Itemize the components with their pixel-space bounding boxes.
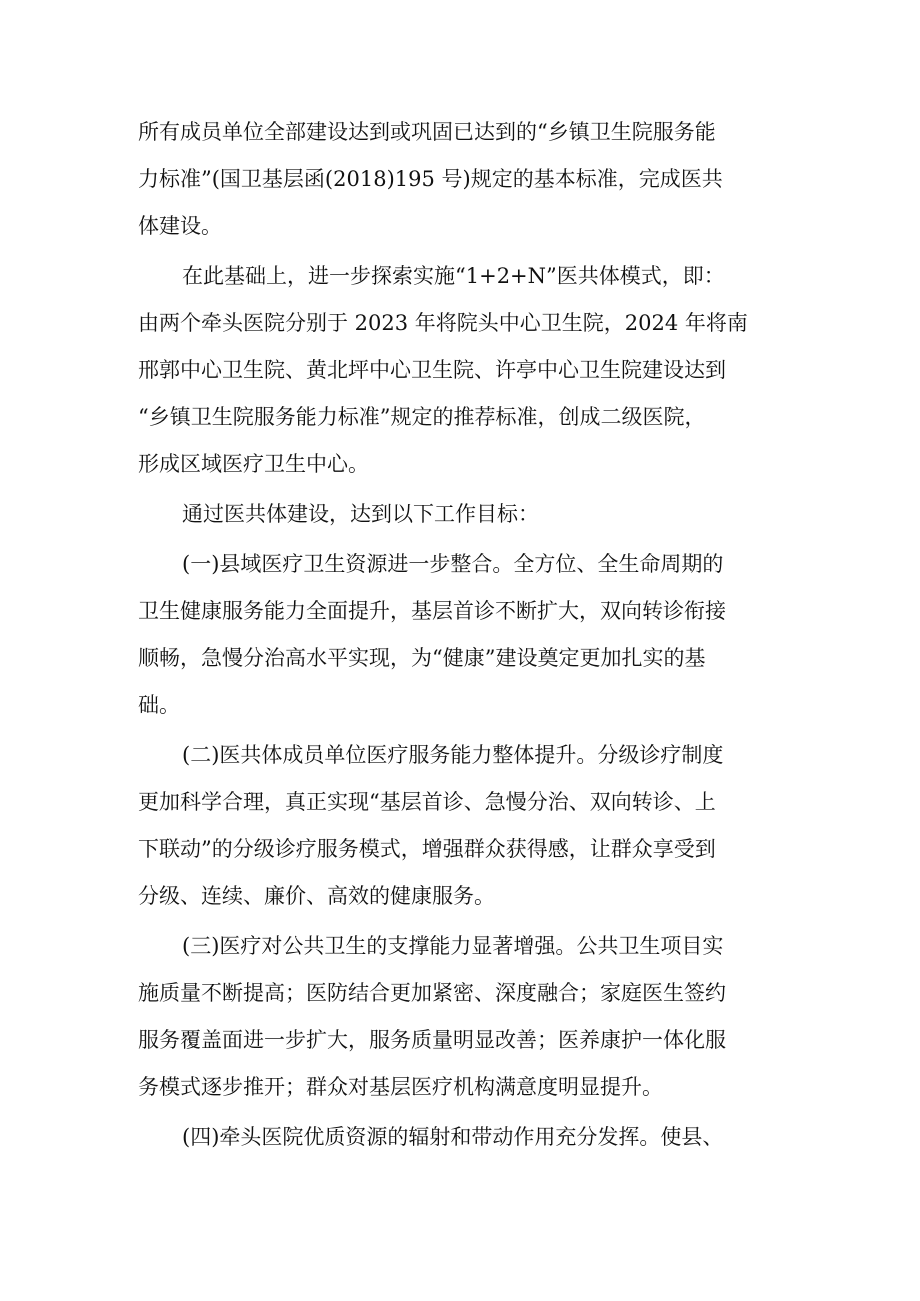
text-line: 通过医共体建设，达到以下工作目标： xyxy=(182,502,539,526)
text-line: 形成区域医疗卫生中心。 xyxy=(138,452,369,476)
text-line: 施质量不断提高；医防结合更加紧密、深度融合；家庭医生签约 xyxy=(138,981,726,1005)
text-line: 分级、连续、廉价、高效的健康服务。 xyxy=(138,884,495,908)
text-line: 所有成员单位全部建设达到或巩固已达到的“乡镇卫生院服务能 xyxy=(138,120,716,144)
text-line: 下联动”的分级诊疗服务模式，增强群众获得感，让群众享受到 xyxy=(138,837,716,861)
text-line: 服务覆盖面进一步扩大，服务质量明显改善；医养康护一体化服 xyxy=(138,1028,726,1052)
text-line: 邢郭中心卫生院、黄北坪中心卫生院、许亭中心卫生院建设达到 xyxy=(138,358,726,382)
text-line: 更加科学合理，真正实现“基层首诊、急慢分治、双向转诊、上 xyxy=(138,790,716,814)
text-line: 在此基础上，进一步探索实施“1+2+N”医共体模式，即： xyxy=(182,264,725,288)
text-line: (二)医共体成员单位医疗服务能力整体提升。分级诊疗制度 xyxy=(182,743,724,767)
text-line: 顺畅，急慢分治高水平实现，为“健康”建设奠定更加扎实的基 xyxy=(138,646,706,670)
text-line: 卫生健康服务能力全面提升，基层首诊不断扩大，双向转诊衔接 xyxy=(138,599,726,623)
text-line: 础。 xyxy=(138,693,180,717)
text-line: (三)医疗对公共卫生的支撑能力显著增强。公共卫生项目实 xyxy=(182,934,724,958)
text-line: 务模式逐步推开；群众对基层医疗机构满意度明显提升。 xyxy=(138,1075,663,1099)
text-line: 由两个牵头医院分别于 2023 年将院头中心卫生院，2024 年将南 xyxy=(138,311,748,335)
text-line: (一)县域医疗卫生资源进一步整合。全方位、全生命周期的 xyxy=(182,552,724,576)
text-line: (四)牵头医院优质资源的辐射和带动作用充分发挥。使县、 xyxy=(182,1125,724,1149)
text-line: 力标准”(国卫基层函(2018)195 号)规定的基本标准，完成医共 xyxy=(138,167,723,191)
text-line: “乡镇卫生院服务能力标准”规定的推荐标准，创成二级医院， xyxy=(138,405,706,429)
text-line: 体建设。 xyxy=(138,214,222,238)
